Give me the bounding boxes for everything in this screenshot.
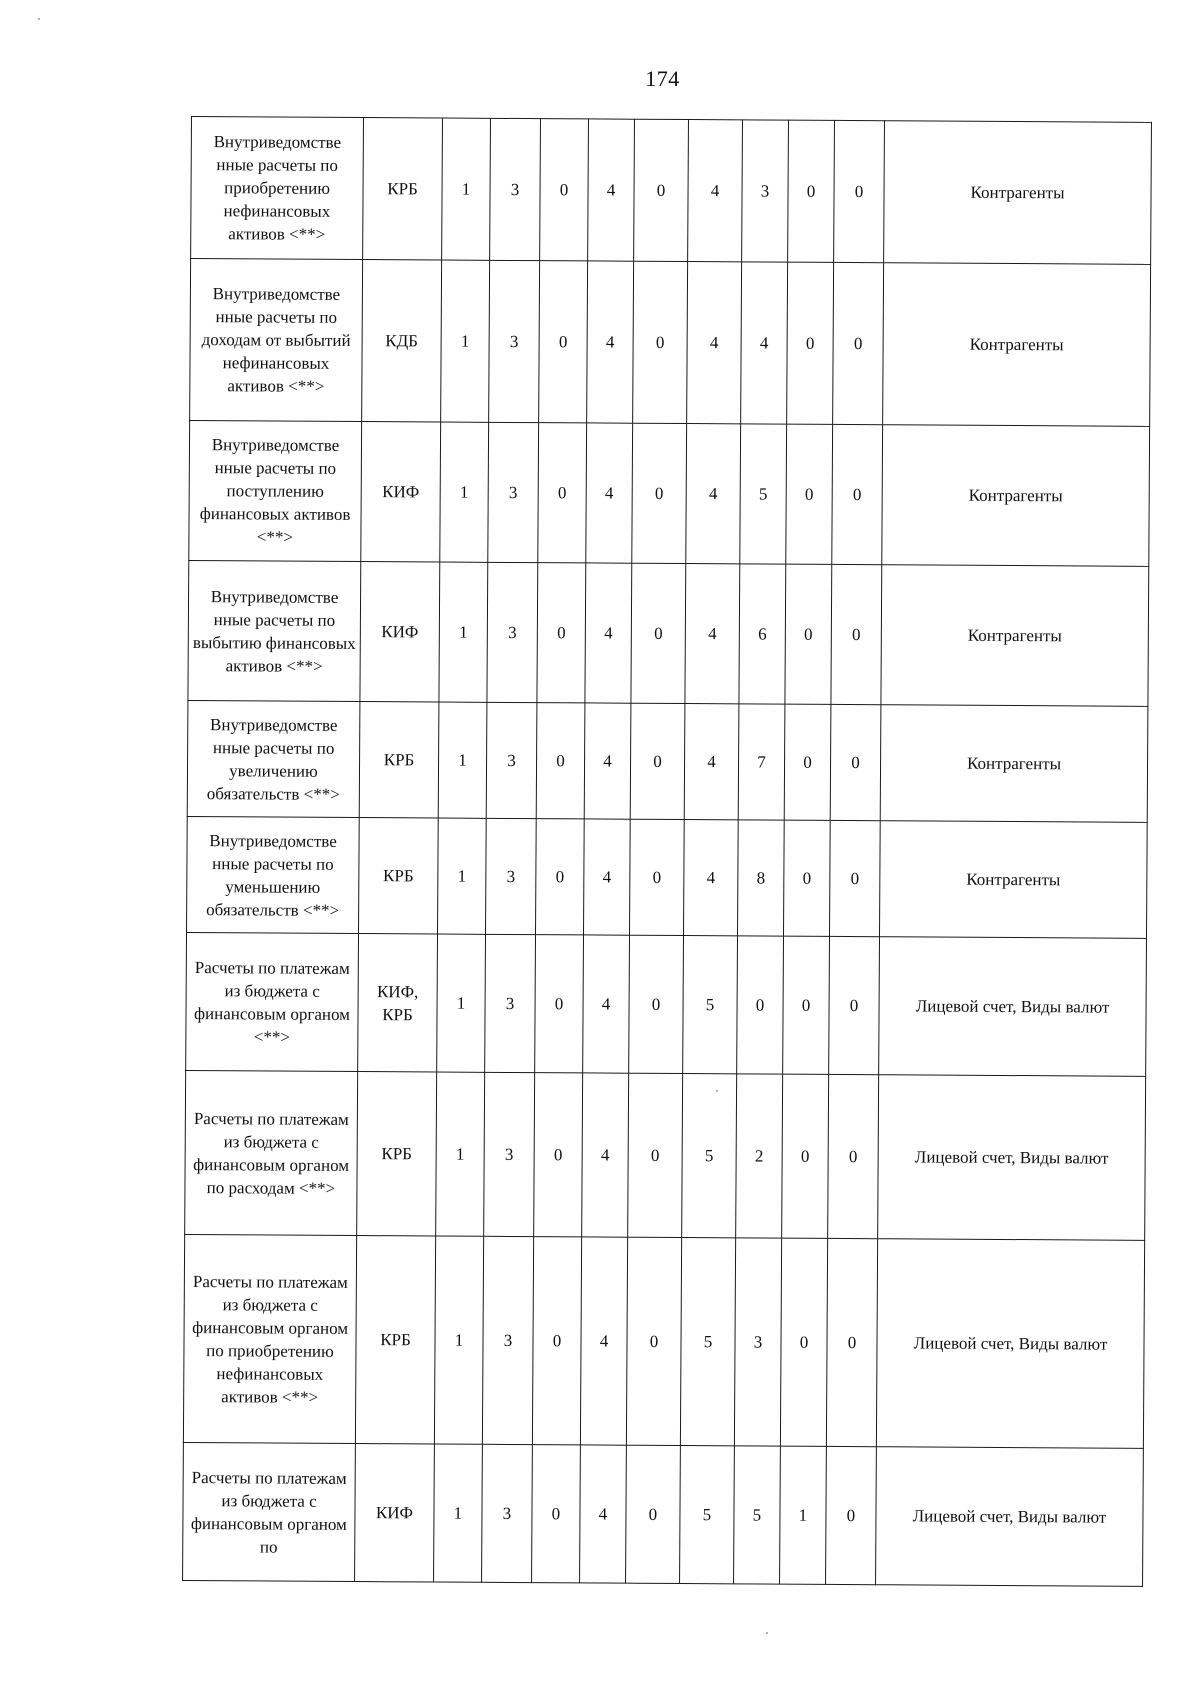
account-digit-cell: 0 — [631, 563, 686, 703]
account-digit-cell: 5 — [682, 1074, 737, 1238]
scan-speck — [766, 1632, 768, 1634]
classifier-type-cell: КДБ — [362, 260, 442, 422]
account-digit-cell: 3 — [486, 818, 537, 934]
account-digit-cell: 4 — [588, 119, 635, 261]
account-digit-cell: 0 — [634, 119, 689, 261]
account-digit-cell: 5 — [734, 1446, 781, 1584]
account-digit-cell: 4 — [684, 704, 739, 820]
account-name-cell: Внутриведомстве нные расчеты по поступлению финансовых активов <**> — [189, 420, 362, 561]
table-row — [187, 700, 1148, 822]
account-digit-cell: 0 — [784, 820, 831, 936]
classifier-type-cell: КИФ, КРБ — [358, 934, 438, 1072]
table-row — [183, 1234, 1144, 1448]
account-digit-cell: 0 — [782, 1074, 829, 1238]
account-digit-cell: 1 — [434, 1236, 483, 1444]
analytics-cell: Контрагенты — [882, 425, 1150, 567]
table-row — [189, 420, 1150, 566]
account-digit-cell: 0 — [537, 563, 586, 703]
account-digit-cell: 4 — [587, 261, 634, 423]
account-digit-cell: 1 — [437, 934, 486, 1072]
account-digit-cell: 1 — [436, 1072, 485, 1236]
scan-speck — [38, 18, 40, 20]
account-digit-cell: 0 — [780, 1238, 827, 1446]
analytics-cell: Контрагенты — [881, 565, 1149, 707]
account-digit-cell: 0 — [539, 261, 588, 423]
account-digit-cell: 0 — [737, 936, 784, 1074]
document-sheet — [182, 116, 1152, 1587]
classifier-type-cell: КРБ — [359, 818, 439, 934]
account-digit-cell: 0 — [831, 564, 882, 704]
account-digit-cell: 0 — [834, 120, 885, 262]
scan-speck — [716, 1090, 718, 1092]
account-digit-cell: 4 — [686, 424, 741, 564]
analytics-cell: Контрагенты — [880, 705, 1148, 823]
account-digit-cell: 3 — [484, 1072, 535, 1236]
account-digit-cell: 3 — [482, 1444, 533, 1582]
account-digit-cell: 4 — [684, 820, 739, 936]
account-digit-cell: 3 — [489, 260, 540, 422]
account-digit-cell: 4 — [685, 564, 740, 704]
account-digit-cell: 0 — [532, 1237, 581, 1445]
account-digit-cell: 0 — [536, 819, 585, 935]
account-digit-cell: 5 — [680, 1238, 735, 1446]
account-digit-cell: 4 — [584, 819, 631, 935]
account-digit-cell: 0 — [626, 1445, 681, 1583]
classifier-type-cell: КРБ — [355, 1236, 435, 1444]
analytics-cell: Контрагенты — [884, 121, 1152, 265]
account-digit-cell: 0 — [630, 703, 685, 819]
account-name-cell: Расчеты по платежам из бюджета с финансовым органом по приобретению нефинансовых активов <**> — [183, 1234, 356, 1443]
classifier-type-cell: КРБ — [357, 1072, 437, 1236]
account-digit-cell: 0 — [787, 262, 834, 424]
account-digit-cell: 5 — [740, 424, 787, 564]
account-digit-cell: 1 — [438, 702, 487, 818]
table-row — [190, 259, 1151, 427]
account-digit-cell: 1 — [442, 118, 491, 260]
account-digit-cell: 0 — [826, 1238, 877, 1446]
account-digit-cell: 0 — [629, 935, 684, 1073]
analytics-cell: Лицевой счет, Виды валют — [878, 1075, 1146, 1241]
analytics-cell: Лицевой счет, Виды валют — [879, 937, 1147, 1077]
account-name-cell: Внутриведомстве нные расчеты по увеличению обязательств <**> — [187, 700, 360, 817]
account-digit-cell: 0 — [534, 1073, 583, 1237]
page-number: 174 — [645, 66, 680, 91]
account-digit-cell: 4 — [582, 1073, 629, 1237]
account-digit-cell: 3 — [490, 118, 541, 260]
table-row — [186, 932, 1147, 1076]
account-digit-cell: 4 — [687, 262, 742, 424]
account-digit-cell: 0 — [833, 262, 884, 424]
account-digit-cell: 5 — [680, 1446, 735, 1584]
account-digit-cell: 0 — [632, 423, 687, 563]
analytics-cell: Контрагенты — [879, 821, 1147, 939]
account-name-cell: Расчеты по платежам из бюджета с финансовым органом по — [183, 1442, 356, 1581]
classifier-type-cell: КРБ — [363, 118, 443, 260]
classifier-type-cell: КИФ — [361, 422, 441, 562]
table-body — [183, 117, 1152, 1587]
account-digit-cell: 0 — [540, 119, 589, 261]
account-digit-cell: 0 — [633, 261, 688, 423]
account-digit-cell: 1 — [441, 260, 490, 422]
account-digit-cell: 4 — [688, 120, 743, 262]
account-name-cell: Внутриведомстве нные расчеты по уменьшению обязательств <**> — [187, 816, 360, 933]
account-digit-cell: 2 — [736, 1074, 783, 1238]
account-digit-cell: 0 — [832, 424, 883, 564]
account-digit-cell: 0 — [626, 1237, 681, 1445]
account-digit-cell: 4 — [583, 935, 630, 1073]
account-digit-cell: 0 — [786, 424, 833, 564]
account-digit-cell: 0 — [830, 820, 881, 936]
account-name-cell: Внутриведомстве нные расчеты по приобретению нефинансовых активов <**> — [191, 117, 364, 260]
account-digit-cell: 8 — [738, 820, 785, 936]
account-name-cell: Расчеты по платежам из бюджета с финансовым органом по расходам <**> — [185, 1070, 358, 1235]
table-row — [185, 1070, 1146, 1240]
account-digit-cell: 0 — [828, 1074, 879, 1238]
account-digit-cell: 3 — [485, 934, 536, 1072]
account-digit-cell: 0 — [538, 423, 587, 563]
account-digit-cell: 5 — [683, 936, 738, 1074]
account-digit-cell: 0 — [826, 1446, 877, 1584]
account-digit-cell: 4 — [741, 262, 788, 424]
account-digit-cell: 0 — [784, 704, 831, 820]
account-digit-cell: 1 — [439, 562, 488, 702]
account-digit-cell: 1 — [434, 1444, 483, 1582]
account-digit-cell: 4 — [580, 1445, 627, 1583]
analytics-cell: Лицевой счет, Виды валют — [876, 1239, 1144, 1449]
account-digit-cell: 0 — [535, 935, 584, 1073]
account-digit-cell: 1 — [440, 422, 489, 562]
table-row — [187, 816, 1148, 938]
account-name-cell: Внутриведомстве нные расчеты по доходам от выбытий нефинансовых активов <**> — [190, 259, 363, 422]
account-digit-cell: 3 — [734, 1238, 781, 1446]
account-digit-cell: 4 — [580, 1237, 627, 1445]
analytics-cell: Контрагенты — [883, 263, 1151, 427]
classifier-type-cell: КИФ — [360, 562, 440, 702]
account-digit-cell: 1 — [438, 818, 487, 934]
account-digit-cell: 3 — [482, 1236, 533, 1444]
account-digit-cell: 4 — [586, 423, 633, 563]
account-digit-cell: 0 — [788, 120, 835, 262]
account-digit-cell: 6 — [739, 564, 786, 704]
table-row — [183, 1442, 1144, 1586]
analytics-cell: Лицевой счет, Виды валют — [876, 1447, 1144, 1587]
account-digit-cell: 0 — [630, 819, 685, 935]
account-digit-cell: 0 — [783, 936, 830, 1074]
classifier-type-cell: КИФ — [355, 1444, 435, 1582]
account-digit-cell: 1 — [780, 1446, 827, 1584]
account-digit-cell: 3 — [488, 422, 539, 562]
account-digit-cell: 0 — [829, 936, 880, 1074]
account-digit-cell: 0 — [785, 564, 832, 704]
account-name-cell: Внутриведомстве нные расчеты по выбытию финансовых активов <**> — [188, 560, 361, 701]
account-digit-cell: 0 — [532, 1445, 581, 1583]
table-row — [191, 117, 1152, 265]
accounts-table — [182, 116, 1152, 1587]
account-digit-cell: 0 — [628, 1073, 683, 1237]
table-row — [188, 560, 1149, 706]
account-digit-cell: 4 — [584, 703, 631, 819]
account-digit-cell: 4 — [585, 563, 632, 703]
account-name-cell: Расчеты по платежам из бюджета с финансовым органом <**> — [186, 932, 359, 1071]
account-digit-cell: 3 — [487, 562, 538, 702]
account-digit-cell: 0 — [536, 703, 585, 819]
account-digit-cell: 3 — [486, 702, 537, 818]
account-digit-cell: 7 — [738, 704, 785, 820]
account-digit-cell: 3 — [742, 120, 789, 262]
account-digit-cell: 0 — [830, 704, 881, 820]
classifier-type-cell: КРБ — [359, 702, 439, 818]
